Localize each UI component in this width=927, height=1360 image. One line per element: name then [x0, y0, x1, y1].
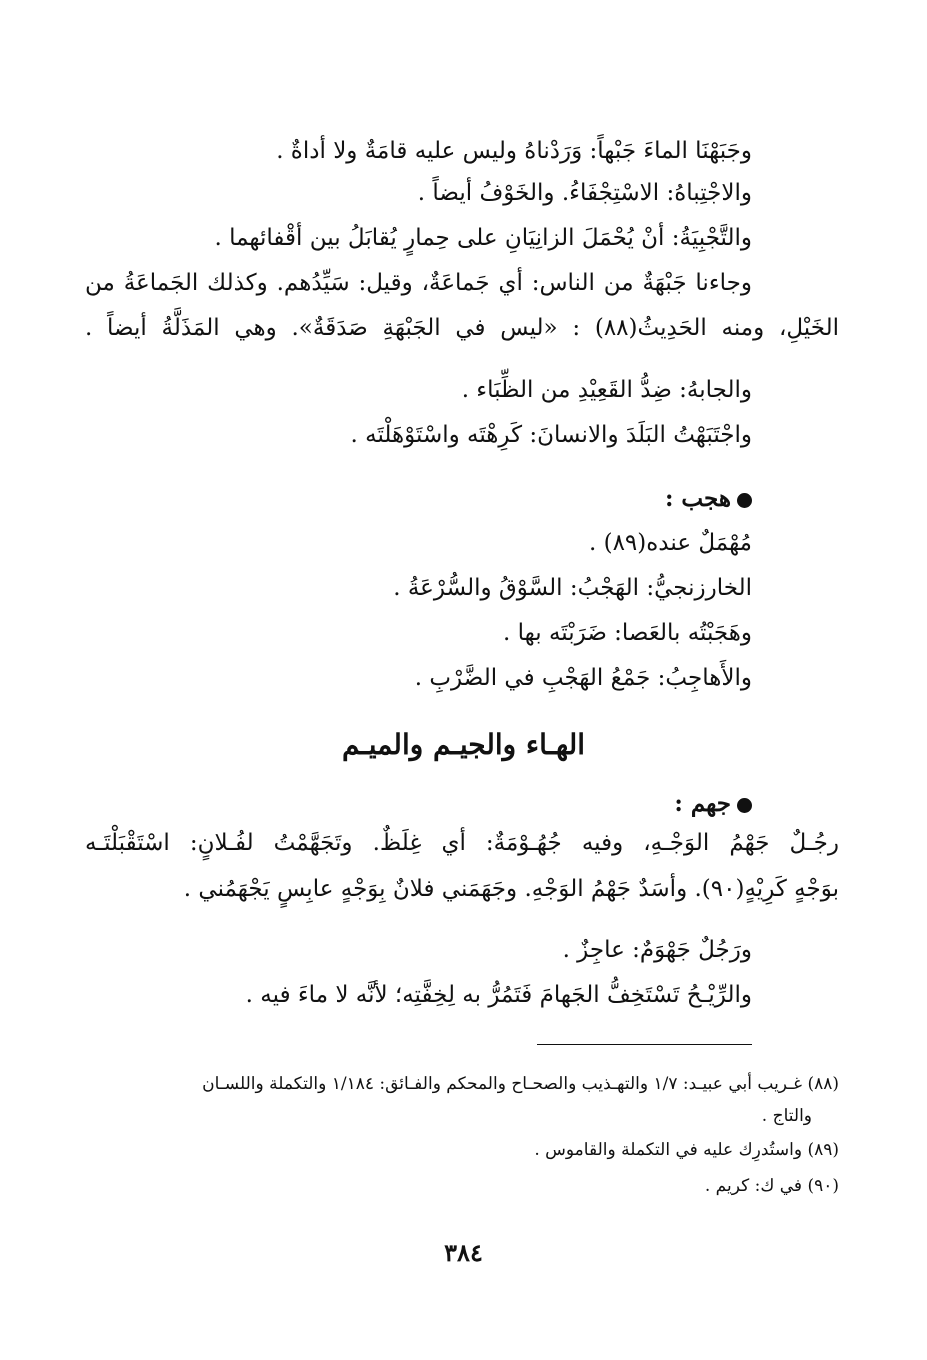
text-line: والأَهاجِبُ: جَمْعُ الهَجْبِ في الضَّرْبِ . — [414, 665, 752, 691]
bullet-icon — [737, 798, 752, 813]
text-line: وجاءنا جَبْهَةٌ من الناس: أي جَماعَةٌ، وقيل: سَيِّدُهم. وكذلك الجَماعَةُ من — [85, 270, 752, 296]
text-line: وجَبَهْنَا الماءَ جَبْهاً: وَرَدْناهُ وليس عليه قامَةٌ ولا أداةٌ . — [276, 138, 752, 164]
text-line: الخَيْلِ، ومنه الحَدِيثُ(٨٨) : «ليس في الجَبْهَةِ صَدَقَةٌ». وهي المَذَلَّةُ أيضاً . — [85, 315, 839, 341]
footnote: (٩٠) في ك: كريم . — [704, 1176, 839, 1196]
text-line: وهَجَبْتُه بالعَصا: ضَرَبْتَه بها . — [503, 620, 752, 646]
chapter-title: الهـاء والجيـم والميـم — [341, 728, 586, 761]
text-line: رجُـلٌ جَهْمُ الوَجْـهِ، وفيه جُهُـوْمَةٌ: أي غِلَظٌ. وتَجَهَّمْتُ لفُـلانٍ: اسْتَقْبَلْتَـه — [85, 830, 839, 856]
footnote: (٨٨) غـريب أبي عبيـد: ١/٧ والتهـذيب والصحـاح والمحكم والفـائق: ١/١٨٤ والتكملة واللسـان — [202, 1074, 839, 1094]
text-line: والرِّيْـحُ تَسْتَخِفُّ الجَهامَ فَتَمُرُّ به لِخِفَّتِه؛ لأنَّه لا ماءَ فيه . — [245, 982, 752, 1008]
text-line: والجابهُ: ضِدُّ القَعِيْدِ من الظِّبَاء . — [461, 377, 752, 403]
page-number: ٣٨٤ — [444, 1238, 483, 1267]
text-line: واجْتَبَهْتُ البَلَدَ والانسانَ: كَرِهْتَه واسْتَوْهَلْتَه . — [350, 422, 752, 448]
text-line: والتَّجْبِيَةُ: أنْ يُحْمَلَ الزانِيَانِ على حِمارٍ يُقابَلُ بين أقْفائهما . — [214, 225, 752, 251]
text-line: والاجْتِباهُ: الاسْتِجْفَاءُ. والخَوْفُ أيضاً . — [417, 180, 752, 206]
text-line: ورَجُلٌ جَهْوَمٌ: عاجِزٌ . — [562, 937, 752, 963]
entry-heading-jhm — [674, 790, 752, 818]
entry-heading-text: جهم : — [674, 790, 731, 817]
footnote: والتاج . — [761, 1106, 812, 1126]
text-line: مُهْمَلٌ عنده(٨٩) . — [588, 530, 752, 556]
text-line: بوَجْهٍ كَرِيْهٍ(٩٠). وأسَدٌ جَهْمُ الوَجْهِ. وجَهَمَني فلانٌ بِوَجْهٍ عابِسٍ يَجْهَمُني . — [183, 876, 839, 902]
footnote: (٨٩) واستُدرِك عليه في التكملة والقاموس . — [534, 1140, 839, 1160]
entry-heading-text: هجب : — [664, 485, 731, 512]
footnote-separator — [537, 1044, 752, 1045]
text-line: الخارزنجيُّ: الهَجْبُ: السَّوْقُ والسُّرْعَةُ . — [393, 575, 752, 601]
entry-heading-hjb — [665, 485, 752, 513]
bullet-icon — [737, 493, 752, 508]
